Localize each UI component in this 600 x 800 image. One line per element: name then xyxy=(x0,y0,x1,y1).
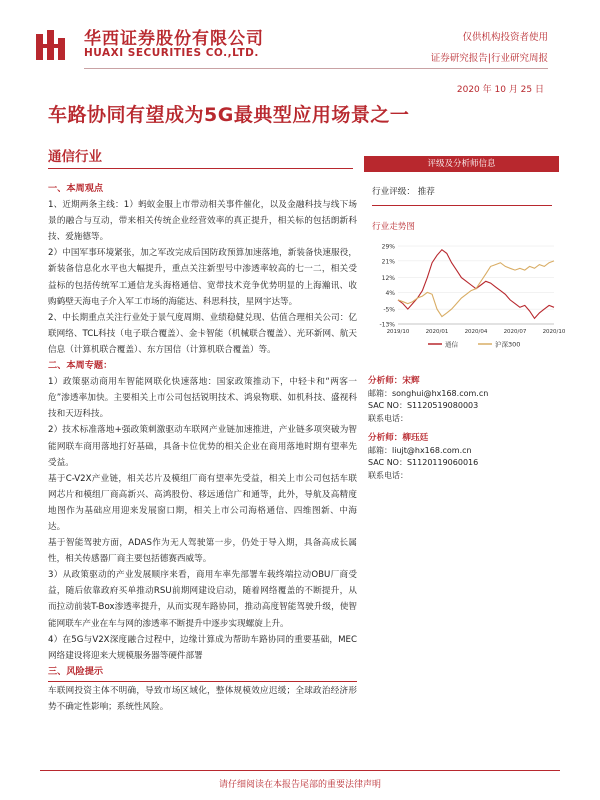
analyst-name: 分析师：柳珏廷 xyxy=(368,433,429,443)
series-line-telecom xyxy=(398,250,554,319)
section-title-topic: 二、本周专题： xyxy=(48,360,113,372)
series-line-hs300 xyxy=(398,261,554,317)
industry-label: 通信行业 xyxy=(48,149,102,165)
x-tick-label: 2020/01 xyxy=(425,329,449,335)
company-name-cn: 华西证券股份有限公司 xyxy=(84,29,264,49)
x-tick-label: 2020/07 xyxy=(503,329,527,335)
legend-label: 沪深300 xyxy=(495,340,521,349)
y-tick-label: 4% xyxy=(385,289,395,297)
company-name-en: HUAXI SECURITIES CO.,LTD. xyxy=(84,47,259,59)
analyst-email: 邮箱：songhui@hx168.com.cn xyxy=(368,388,489,398)
analyst-card xyxy=(368,375,558,425)
y-tick-label: 29% xyxy=(381,243,395,251)
audience-notice: 仅供机构投资者使用 xyxy=(462,32,548,43)
analyst-name: 分析师：宋辉 xyxy=(368,376,420,386)
x-tick-label: 2019/10 xyxy=(386,329,410,335)
analyst-sac: SAC NO：S1120519080003 xyxy=(368,401,479,411)
huaxi-logo-icon xyxy=(36,30,66,60)
paragraph: 1）政策驱动商用车智能网联化快速落地：国家政策推动下，中轻卡和“两客一危”渗透率加快。主要相关上市公司包括锐明技术、鸿泉物联、如机科技、盛视科技和天迈科技。 xyxy=(48,377,357,420)
trend-chart-label: 行业走势图 xyxy=(372,222,415,232)
section-title-risk: 三、风险提示 xyxy=(48,665,104,677)
paragraph: 2）技术标准落地+强政策刺激驱动车联网产业链加速推进，产业链多项突破为智能网联车商用落地打好基础，具备卡位优势的相关企业在商用落地时期有望率先受益。 xyxy=(48,425,357,468)
paragraph: 基于智能驾驶方面，ADAS作为无人驾驶第一步，仍处于导入期，具备高成长属性，相关传感器厂商主要包括德赛西威等。 xyxy=(48,538,357,565)
report-title: 车路协同有望成为5G最典型应用场景之一 xyxy=(48,104,410,126)
industry-rating: 行业评级： 推荐 xyxy=(372,187,435,197)
analyst-sac: SAC NO：S1120119060016 xyxy=(368,458,479,468)
y-tick-label: 21% xyxy=(381,258,395,266)
footer-disclaimer: 请仔细阅读在本报告尾部的重要法律声明 xyxy=(218,780,381,790)
paragraph: 基于C-V2X产业链，相关芯片及模组厂商有望率先受益，相关上市公司包括车联网芯片和模组厂商高新兴、高鸿股份、移远通信广和通等，此外，导航及高精度地图作为基础应用迎来发展窗口期，相关上市公司海格通信、四维图新、中海达。 xyxy=(48,473,357,532)
paragraph: 车联网投资主体不明确，导致市场区域化，整体规模效应迟缓；全球政治经济形势不确定性影响；系统性风险。 xyxy=(48,685,357,712)
paragraph: 3）从政策驱动的产业发展顺序来看，商用车率先部署车载终端拉动OBU厂商受益，随后依靠政府买单推动RSU前期网建设启动，随着网络覆盖的不断提升，从而拉动前装T-Box渗透率提升，从而实现车路协同，推动高度智能驾驶升级，使智能网联车产业在车与网的渗透率不断提升中逐步实现螺旋上升。 xyxy=(48,570,357,629)
risk-divider xyxy=(48,681,357,682)
paragraph: 1、近期两条主线：1）蚂蚁金服上市带动相关事件催化，以及金融科技与线下场景的融合与互动，带来相关传统企业经营效率的真正提升，相关标的包括朗新科技、爱施德等。 xyxy=(48,200,357,243)
main-text xyxy=(48,181,357,715)
footer-divider xyxy=(40,770,560,771)
header-divider xyxy=(84,68,548,69)
rating-divider xyxy=(372,205,552,206)
report-category: 证券研究报告|行业研究周报 xyxy=(430,53,548,64)
analyst-email: 邮箱：liujt@hx168.com.cn xyxy=(368,445,472,455)
x-tick-label: 2020/04 xyxy=(464,329,488,335)
analyst-card xyxy=(368,432,558,482)
section-title-viewpoint: 一、本周观点 xyxy=(48,183,104,194)
x-tick-label: 2020/10 xyxy=(542,329,566,335)
industry-trend-chart xyxy=(368,238,566,358)
industry-divider xyxy=(48,168,353,169)
analyst-phone: 联系电话： xyxy=(368,413,408,423)
paragraph: 2）中国军事环境紧张，加之军改完成后国防政预算加速落地，新装备快速服役，新装备信息化水平也大幅提升，重点关注新型号中渗透率较高的七一二，相关受益标的包括传统军工通信龙头海格通信、宽带技术竞争优势明显的上海瀚讯、收购鹤壁天海电子介入军工市场的海能达、科思科技，星网宇达等。 xyxy=(48,248,357,307)
legend-label: 通信 xyxy=(445,340,458,349)
y-tick-label: 12% xyxy=(381,275,395,283)
report-date: 2020 年 10 月 25 日 xyxy=(456,85,544,95)
y-tick-label: -13% xyxy=(379,321,395,329)
paragraph: 2、中长期重点关注行业处于景气度周期、业绩稳健兑现、估值合理相关公司：亿联网络、TCL科技（电子联合覆盖）、金卡智能（机械联合覆盖）、光环新网、航天信息（计算机联合覆盖）、东方国信（计算机联合覆盖）等。 xyxy=(48,312,357,355)
paragraph: 4）在5G与V2X深度融合过程中，边缘计算成为帮助车路协同的重要基础，MEC网络建设将迎来大规模服务器等硬件部署 xyxy=(48,634,357,661)
y-tick-label: -5% xyxy=(383,306,395,314)
panel-header: 评级及分析师信息 xyxy=(364,156,559,172)
analyst-phone: 联系电话： xyxy=(368,470,408,480)
